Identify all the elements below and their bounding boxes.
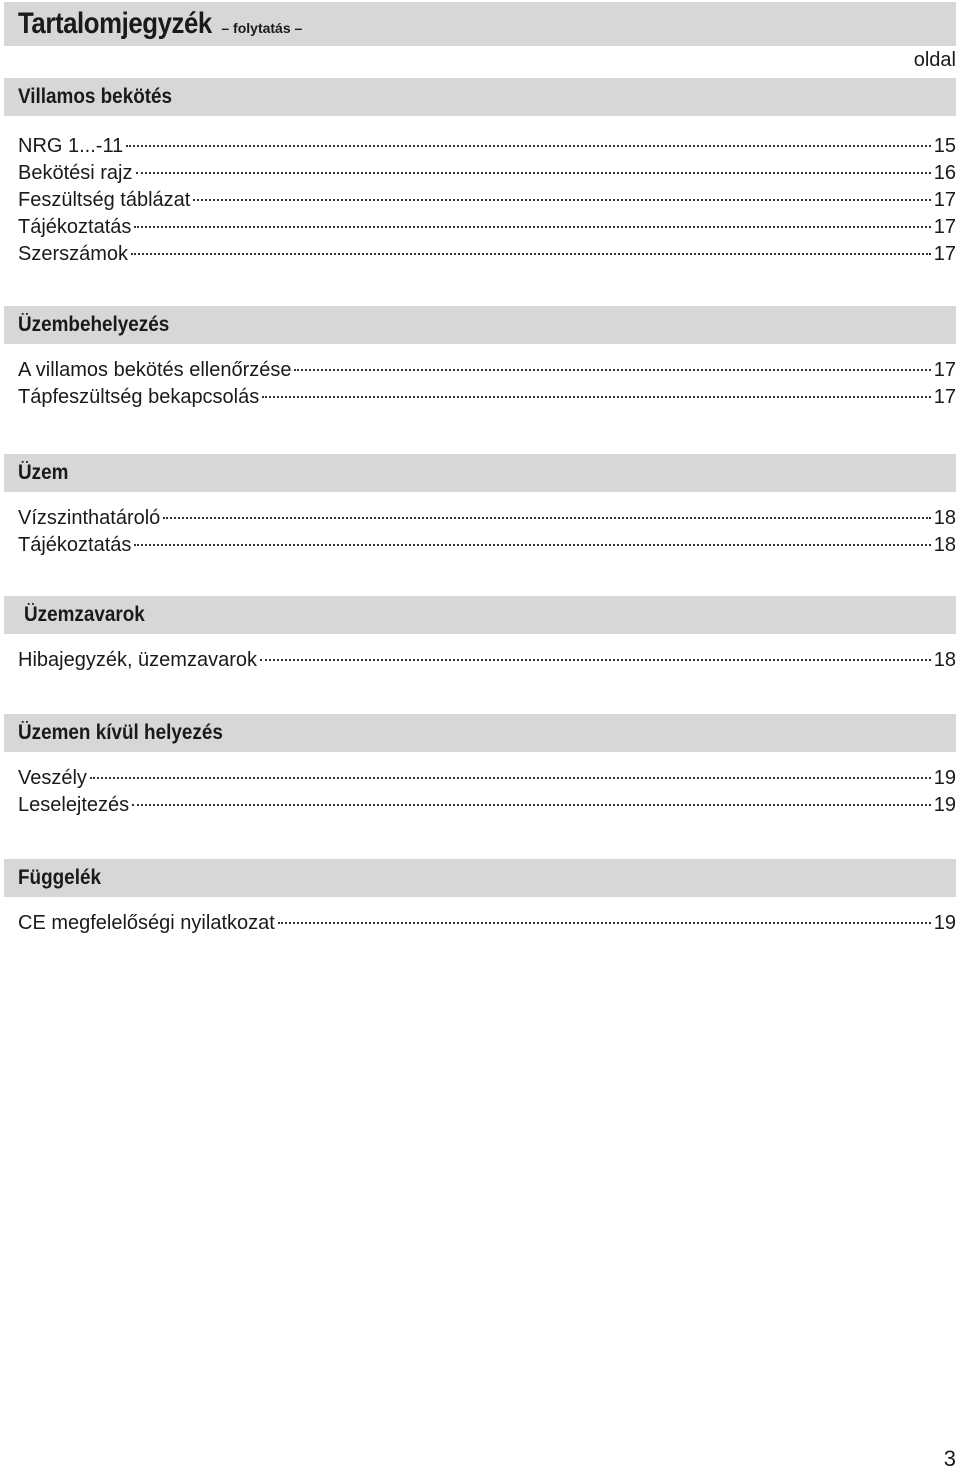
- toc-section-fuggelek: [4, 859, 956, 937]
- section-heading: Üzemen kívül helyezés: [4, 714, 956, 752]
- page-number: 3: [943, 1446, 956, 1471]
- toc-section-uzemen-kivul-helyezes: [4, 714, 956, 819]
- toc-entry[interactable]: Feszültség táblázat 17: [18, 189, 956, 211]
- dot-leader: [260, 659, 931, 661]
- toc-title-bar: [4, 2, 956, 46]
- toc-entry[interactable]: A villamos bekötés ellenőrzése 17: [18, 359, 956, 381]
- toc-entry[interactable]: Veszély 19: [18, 767, 956, 789]
- toc-entry[interactable]: Leselejtezés 19: [18, 794, 956, 816]
- toc-entry[interactable]: Hibajegyzék, üzemzavarok 18: [18, 649, 956, 671]
- toc-entry[interactable]: Bekötési rajz 16: [18, 162, 956, 184]
- toc-section-uzem: [4, 454, 956, 559]
- toc-entry[interactable]: Vízszinthatároló 18: [18, 507, 956, 529]
- toc-entry[interactable]: Tájékoztatás 17: [18, 216, 956, 238]
- dot-leader: [262, 396, 931, 398]
- page-subtitle: – folytatás –: [221, 20, 303, 36]
- section-heading: Villamos bekötés: [4, 78, 956, 116]
- toc-entry[interactable]: Tápfeszültség bekapcsolás 17: [18, 386, 956, 408]
- dot-leader: [193, 199, 930, 201]
- dot-leader: [136, 172, 931, 174]
- section-heading: Üzembehelyezés: [4, 306, 956, 344]
- section-heading: Üzem: [4, 454, 956, 492]
- section-heading: Függelék: [4, 859, 956, 897]
- dot-leader: [134, 226, 930, 228]
- toc-entry[interactable]: Tájékoztatás 18: [18, 534, 956, 556]
- dot-leader: [163, 517, 930, 519]
- toc-entry[interactable]: NRG 1...-11 15: [18, 135, 956, 157]
- section-heading: Üzemzavarok: [4, 596, 956, 634]
- dot-leader: [134, 544, 930, 546]
- toc-section-uzembehelyezes: [4, 306, 956, 411]
- page-column-label: oldal: [913, 49, 956, 71]
- dot-leader: [294, 369, 930, 371]
- toc-section-uzemzavarok: [4, 596, 956, 674]
- dot-leader: [132, 804, 931, 806]
- dot-leader: [126, 145, 931, 147]
- dot-leader: [90, 777, 931, 779]
- dot-leader: [278, 922, 931, 924]
- dot-leader: [131, 253, 931, 255]
- toc-entry[interactable]: CE megfelelőségi nyilatkozat 19: [18, 912, 956, 934]
- page-title: Tartalomjegyzék: [18, 7, 212, 40]
- toc-section-villamos-bekotes: [4, 78, 956, 268]
- toc-entry[interactable]: Szerszámok 17: [18, 243, 956, 265]
